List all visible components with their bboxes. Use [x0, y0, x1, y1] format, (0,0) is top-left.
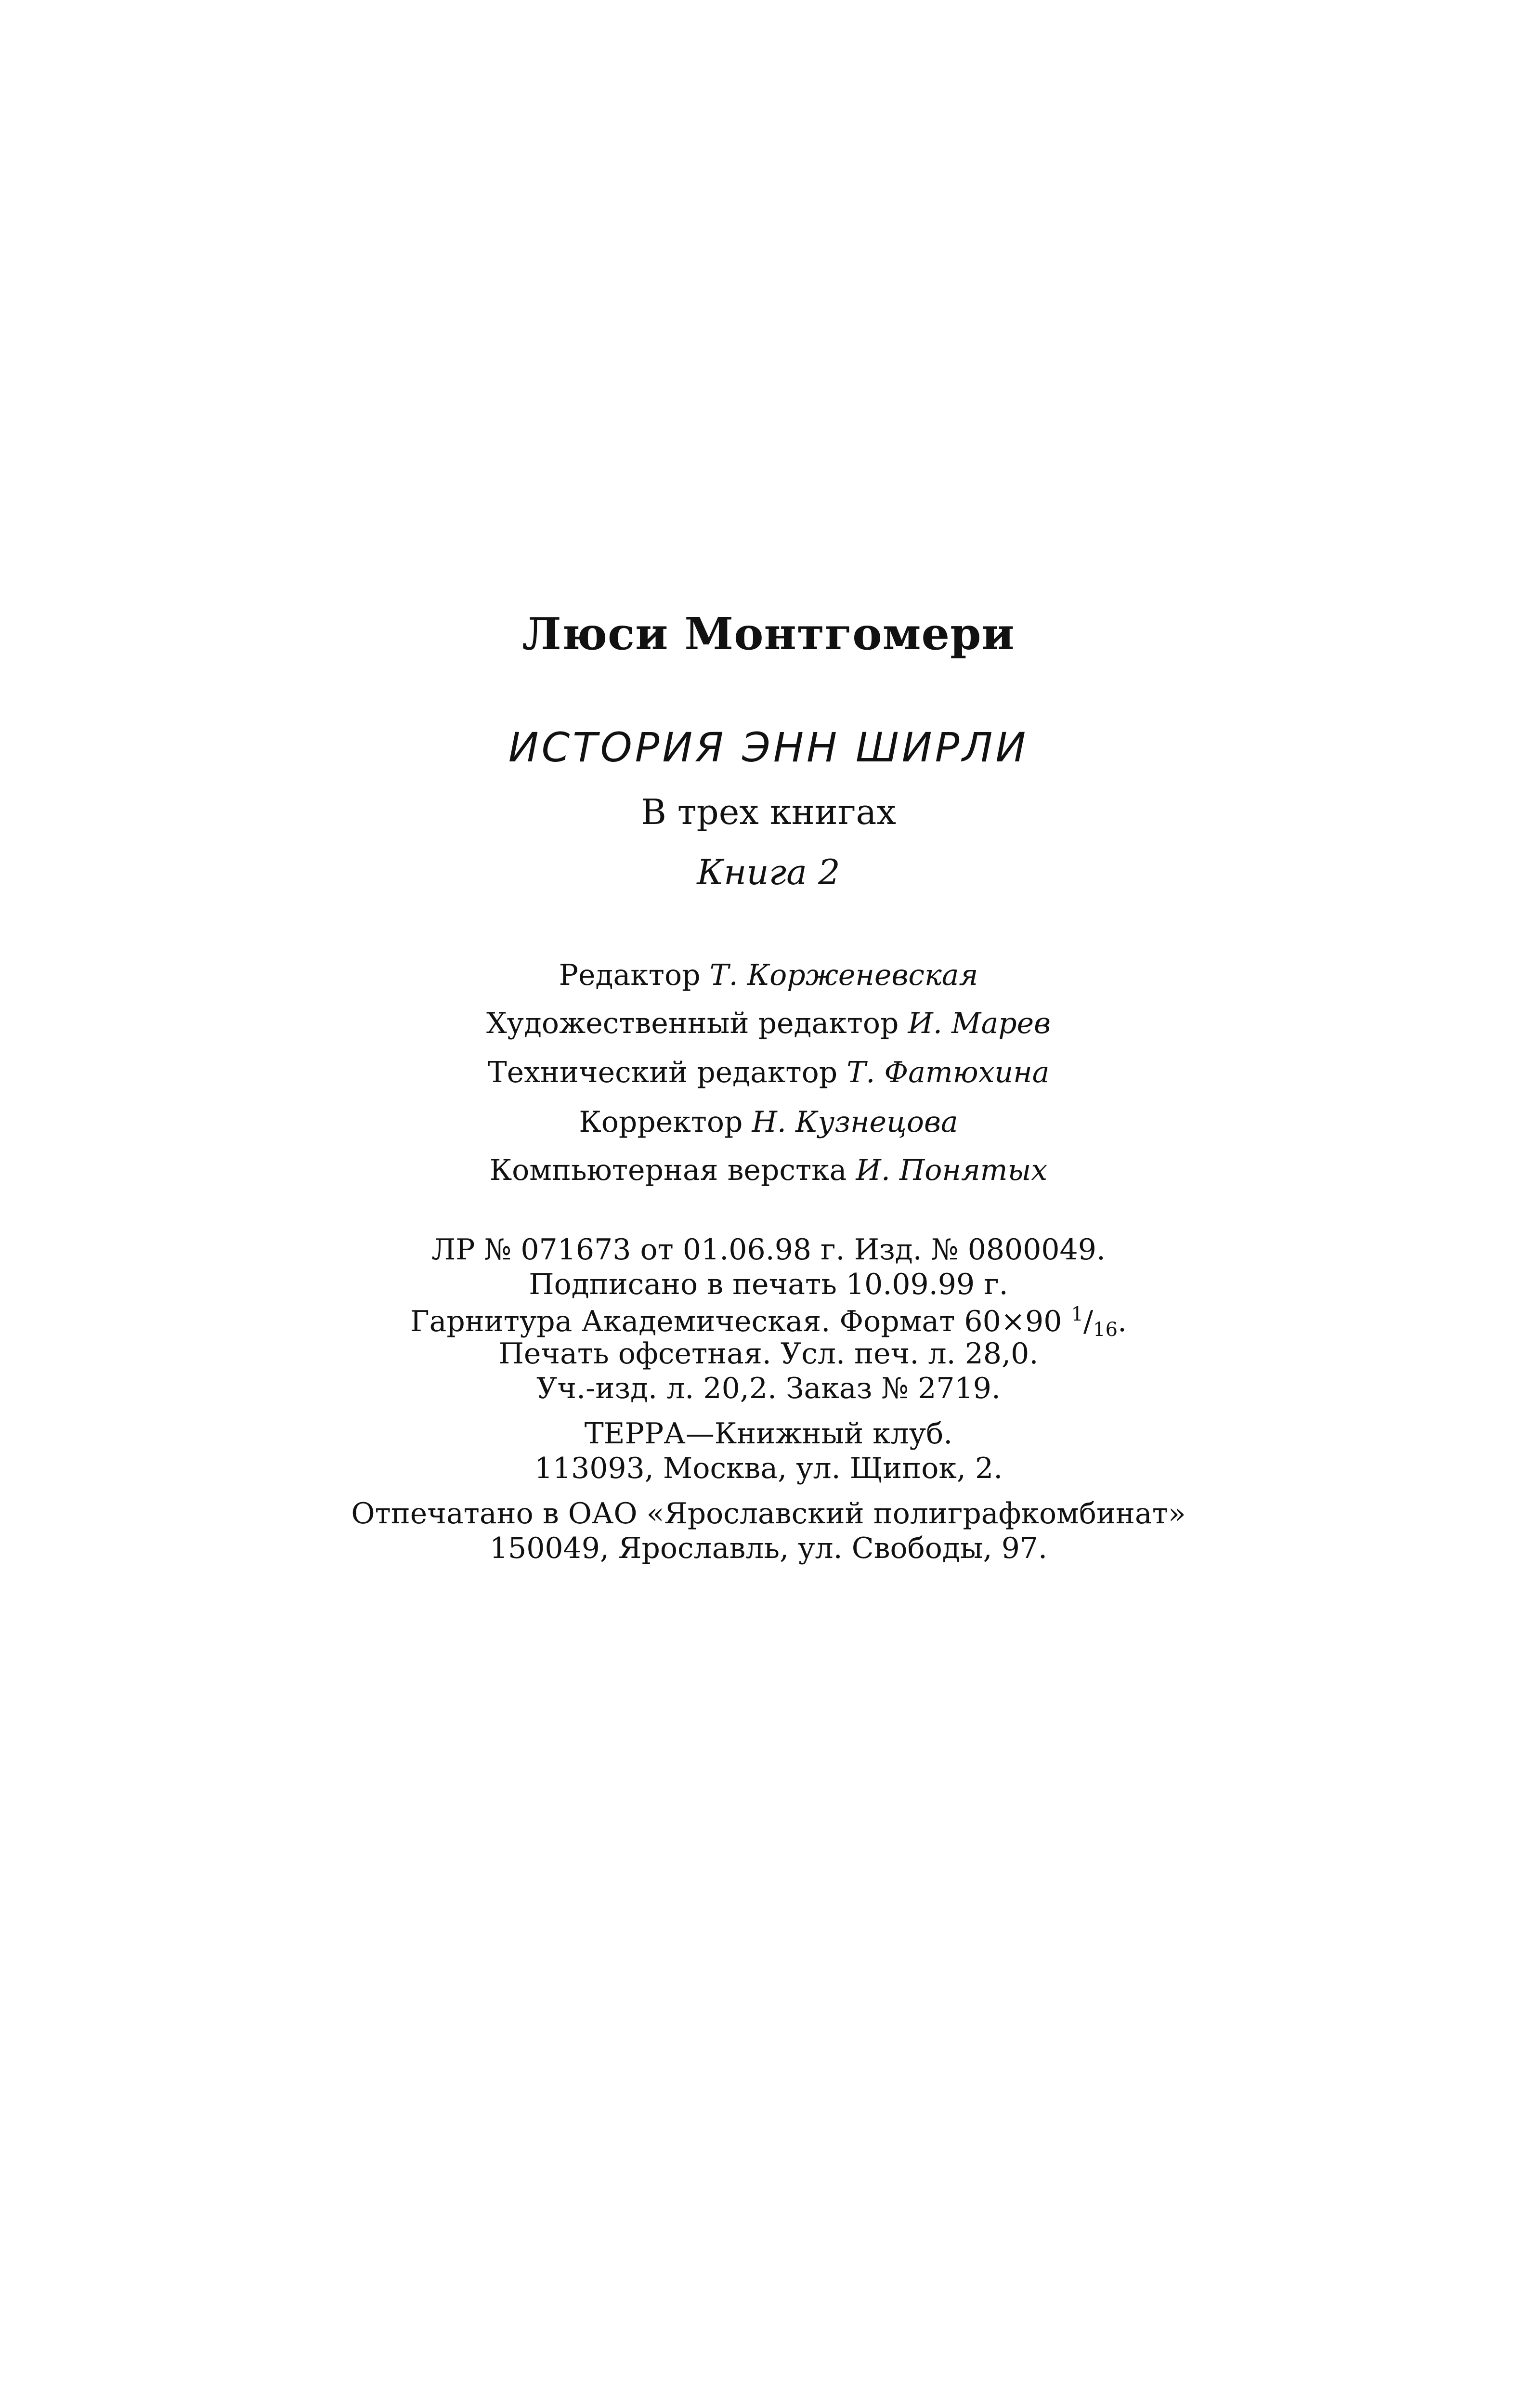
printer-address: 150049, Ярославль, ул. Свободы, 97.	[489, 1531, 1048, 1565]
credit-role: Художественный редактор	[486, 1007, 899, 1040]
print-line: Печать офсетная. Усл. печ. л. 28,0.	[498, 1337, 1039, 1371]
credit-role: Корректор	[579, 1105, 743, 1139]
book-title: ИСТОРИЯ ЭНН ШИРЛИ	[508, 724, 1029, 771]
credit-layout	[0, 1153, 1537, 1187]
credit-role: Технический редактор	[487, 1056, 838, 1089]
order-line: Уч.-изд. л. 20,2. Заказ № 2719.	[536, 1372, 1001, 1405]
publisher-address: 113093, Москва, ул. Щипок, 2.	[534, 1452, 1003, 1485]
credit-role: Компьютерная верстка	[489, 1153, 847, 1187]
author-name: Люси Монтгомери	[522, 608, 1015, 660]
credit-person: Т. Фатюхина	[847, 1056, 1050, 1089]
credit-proofreader	[0, 1105, 1537, 1139]
format-prefix: Гарнитура Академическая. Формат 60×90	[410, 1305, 1062, 1338]
credit-person: Н. Кузнецова	[752, 1105, 958, 1139]
format-numerator: 1	[1071, 1303, 1083, 1325]
format-denominator: 16	[1093, 1319, 1118, 1341]
format-line: Гарнитура Академическая. Формат 60×90 $^1/_{16}$.	[410, 1303, 1127, 1341]
credit-art-editor	[0, 1009, 1537, 1038]
credit-tech-editor	[0, 1058, 1537, 1087]
signed-line: Подписано в печать 10.09.99 г.	[529, 1268, 1008, 1301]
book-subtitle: В трех книгах	[640, 792, 897, 832]
format-suffix: .	[1118, 1305, 1127, 1338]
printer-name: Отпечатано в ОАО «Ярославский полиграфкомбинат»	[351, 1497, 1186, 1531]
credit-person: И. Марев	[908, 1007, 1051, 1040]
credit-role: Редактор	[559, 958, 701, 992]
license-line: ЛР № 071673 от 01.06.98 г. Изд. № 0800049.	[431, 1233, 1106, 1267]
volume-label: Книга 2	[697, 852, 840, 892]
publisher-name: ТЕРРА—Книжный клуб.	[584, 1417, 953, 1451]
credit-editor	[0, 958, 1537, 992]
credit-person: И. Понятых	[856, 1153, 1048, 1187]
credit-person: Т. Корженевская	[709, 958, 978, 992]
